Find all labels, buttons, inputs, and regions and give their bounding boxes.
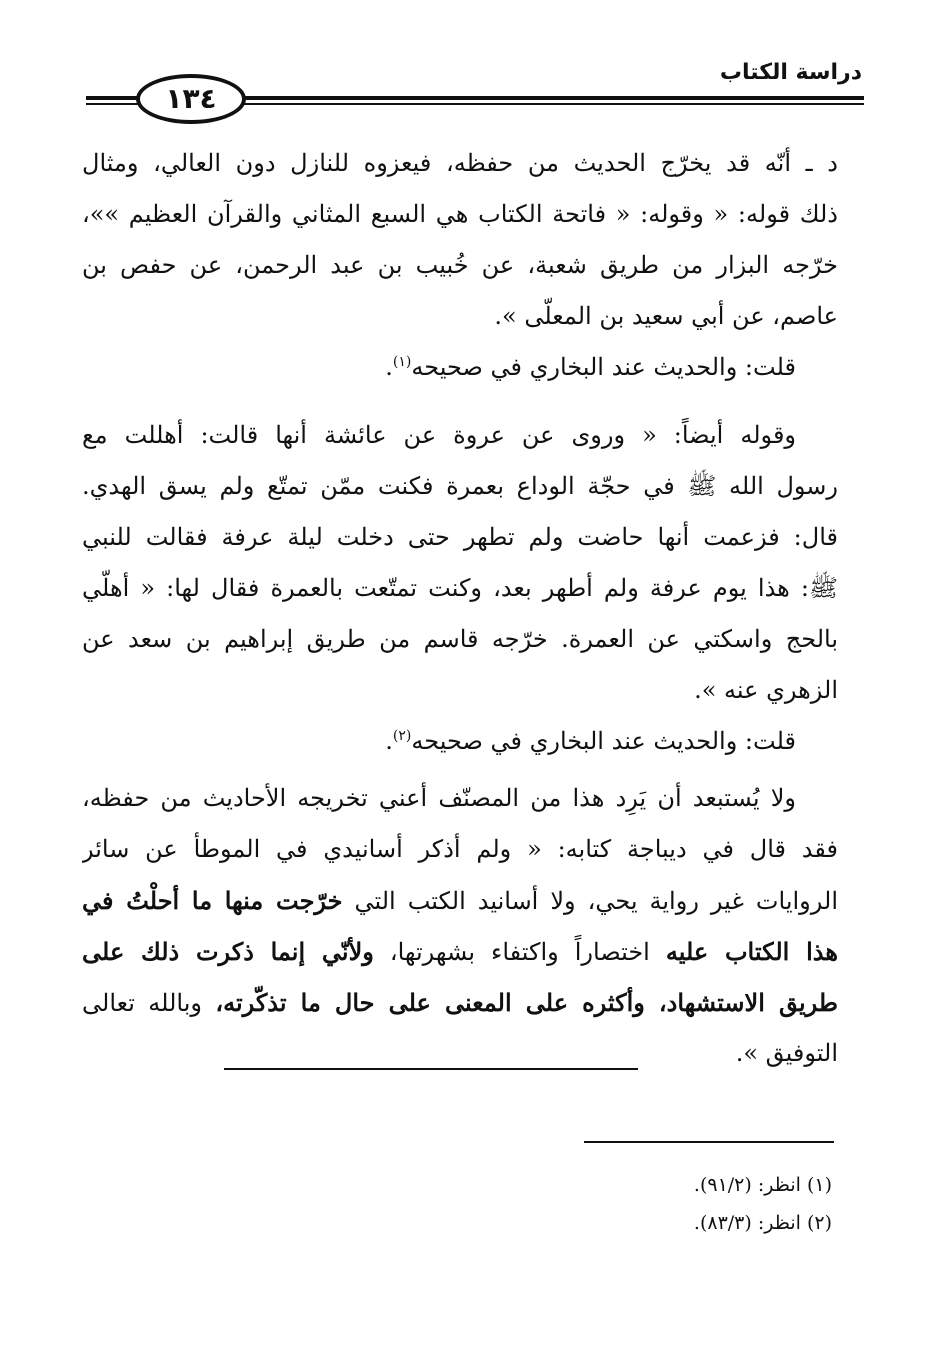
text-run: وبالله تعالى — [82, 989, 202, 1017]
text-line: بالحج واسكتي عن العمرة. خرّجه قاسم من طريق إبراهيم بن سعد عن — [82, 625, 838, 653]
text-run: الروايات غير رواية يحي، ولا أسانيد الكتب التي — [354, 887, 838, 915]
page-number-badge — [136, 74, 246, 124]
text-line: عاصم، عن أبي سعيد بن المعلّى ». — [494, 302, 838, 330]
text-line — [82, 926, 838, 977]
text-line: ﷺ: هذا يوم عرفة ولم أطهر بعد، وكنت تمتّعت بالعمرة فقال لها: « أهلّي — [82, 574, 838, 602]
text-line: قال: فزعمت أنها حاضت ولم تطهر حتى دخلت ليلة عرفة فقالت للنبي — [82, 523, 838, 551]
text-line: وقوله أيضاً: « وروى عن عروة عن عائشة أنها قالت: أهللت مع — [82, 421, 796, 449]
footnote-ref: (٢) — [392, 728, 412, 744]
bold-text-run: خرّجت منها ما أحلْتُ في — [82, 886, 343, 915]
bold-text-run: ولأنّي إنما ذكرت ذلك على — [82, 937, 374, 966]
comment-text: قلت: والحديث عند البخاري في صحيحه — [411, 727, 796, 755]
comment-end: . — [385, 353, 393, 381]
text-line: ذلك قوله: « وقوله: « فاتحة الكتاب هي السبع المثاني والقرآن العظيم »»، — [82, 200, 838, 228]
text-line — [82, 875, 838, 926]
text-line: خرّجه البزار من طريق شعبة، عن خُبيب بن عبد الرحمن، عن حفص بن — [82, 251, 838, 279]
text-line: فقد قال في ديباجة كتابه: « ولم أذكر أسانيدي في الموطأ عن سائر — [82, 835, 838, 863]
running-header-title: دراسة الكتاب — [719, 60, 862, 85]
footnote — [694, 1204, 832, 1242]
text-line: التوفيق ». — [735, 1039, 838, 1067]
body-text — [82, 138, 838, 1079]
bold-text-run: هذا الكتاب عليه — [665, 937, 838, 966]
comment-text: قلت: والحديث عند البخاري في صحيحه — [411, 353, 796, 381]
bold-text-run: طريق الاستشهاد، وأكثره على المعنى على حال ما تذكّرته، — [215, 988, 838, 1017]
comment-line — [82, 342, 838, 393]
page-number: ١٣٤ — [165, 82, 217, 115]
text-line: الزهري عنه ». — [694, 676, 838, 704]
footnote-number: (٢) — [806, 1212, 832, 1234]
footnote-text: انظر: (٩١/٢). — [693, 1174, 801, 1196]
comment-end: . — [385, 727, 393, 755]
text-run: اختصاراً واكتفاء بشهرتها، — [389, 938, 650, 966]
footnotes — [694, 1166, 832, 1242]
text-line: رسول الله ﷺ في حجّة الوداع بعمرة فكنت ممّن تمتّع ولم يسق الهدي. — [82, 472, 838, 500]
comment-line — [82, 716, 838, 767]
footnote-number: (١) — [806, 1174, 832, 1196]
text-line — [82, 977, 838, 1028]
footnote-ref: (١) — [392, 354, 412, 370]
footnote-separator — [584, 1141, 834, 1143]
text-line: د ـ أنّه قد يخرّج الحديث من حفظه، فيعزوه للنازل دون العالي، ومثال — [82, 149, 838, 177]
text-line: ولا يُستبعد أن يَرِد هذا من المصنّف أعني تخريجه الأحاديث من حفظه، — [82, 784, 796, 812]
footnote-text: انظر: (٨٣/٣). — [693, 1212, 801, 1234]
handwritten-underline — [224, 1068, 638, 1070]
footnote — [694, 1166, 832, 1204]
